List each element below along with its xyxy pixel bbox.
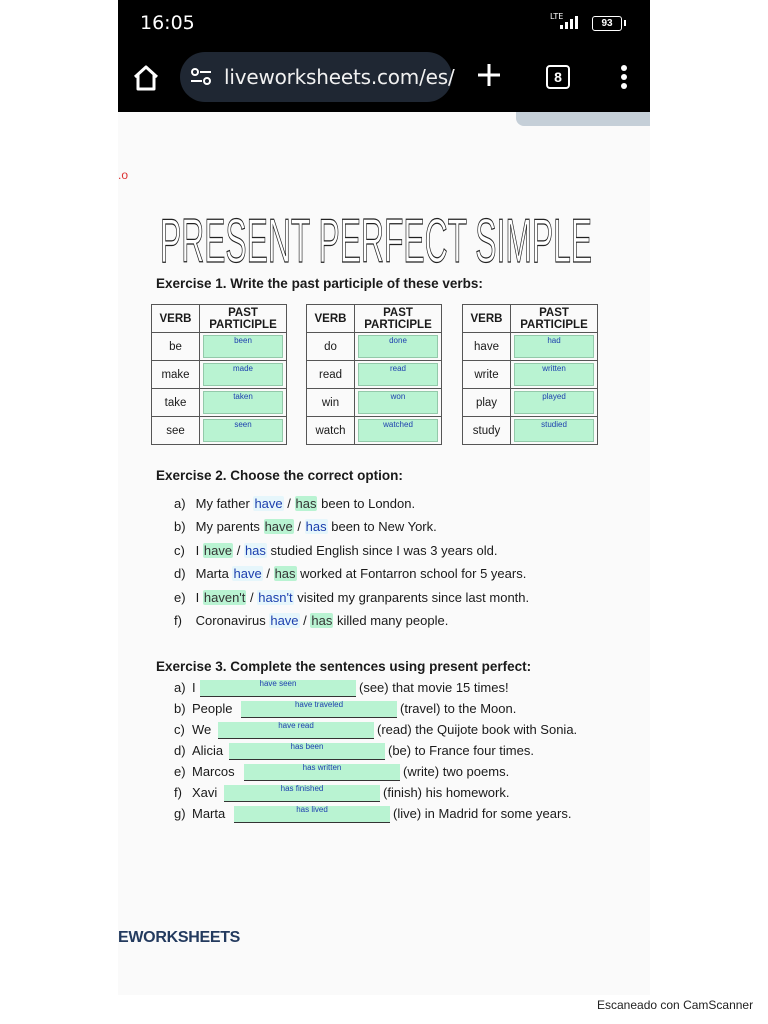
option-letter: c) — [174, 542, 185, 558]
option-before-text: My parents — [195, 519, 260, 535]
battery-icon: 93 — [592, 16, 622, 31]
answer-input[interactable]: have traveled — [241, 701, 397, 718]
sentence-letter: b) — [174, 701, 186, 716]
sentence-rest: (read) the Quijote book with Sonia. — [377, 722, 578, 737]
choice-option-1[interactable]: have — [264, 519, 293, 535]
choice-separator: / — [236, 542, 241, 558]
sentence-subject: Marta — [192, 806, 226, 821]
option-before-text: I — [195, 542, 200, 558]
option-after-text: killed many people. — [337, 612, 449, 628]
exercise3-sentences — [174, 680, 577, 827]
url-text: liveworksheets.com/es/ — [224, 65, 455, 89]
address-bar[interactable] — [180, 52, 455, 102]
worksheet-title — [156, 206, 596, 272]
table-row — [152, 389, 287, 417]
choice-option-2[interactable]: has — [311, 612, 333, 628]
past-participle-input[interactable]: been — [203, 335, 283, 358]
col-verb-header: VERB — [463, 305, 511, 333]
col-past-participle-header — [355, 305, 442, 333]
table-row — [152, 333, 287, 361]
option-after-text: worked at Fontarron school for 5 years. — [300, 566, 527, 582]
choice-option-2[interactable]: has — [274, 566, 296, 582]
table-row — [463, 417, 598, 445]
choice-separator: / — [297, 519, 302, 535]
verb-cell: win — [307, 389, 355, 417]
signal-icon: LTE — [550, 14, 586, 32]
verb-table-2 — [306, 304, 442, 445]
sentence-item — [174, 806, 577, 827]
option-letter: d) — [174, 566, 186, 582]
table-row — [307, 333, 442, 361]
sentence-subject: Marcos — [192, 764, 235, 779]
choice-separator: / — [303, 612, 307, 628]
answer-input[interactable]: has been — [229, 743, 385, 760]
choice-separator: / — [250, 589, 254, 605]
home-button[interactable] — [130, 62, 162, 94]
sentence-rest: (write) two poems. — [403, 764, 510, 779]
answer-input[interactable]: has written — [244, 764, 400, 781]
col-pp-line2: PARTICIPLE — [520, 318, 588, 331]
past-participle-input[interactable]: done — [358, 335, 438, 358]
col-pp-line2: PARTICIPLE — [364, 318, 432, 331]
option-after-text: been to New York. — [331, 519, 437, 535]
more-vert-icon — [614, 62, 634, 92]
verb-cell: make — [152, 361, 200, 389]
choice-option-1[interactable]: haven't — [203, 589, 246, 605]
table-row — [307, 389, 442, 417]
choice-option-2[interactable]: has — [295, 496, 317, 511]
page-nav-buttons[interactable] — [516, 112, 650, 126]
col-pp-line1: PAST — [383, 306, 413, 319]
verb-cell: be — [152, 333, 200, 361]
choice-option-1[interactable]: have — [270, 612, 299, 628]
option-before-text: I — [195, 589, 200, 605]
sentence-letter: c) — [174, 722, 185, 737]
past-participle-input[interactable]: watched — [358, 419, 438, 442]
scanner-watermark: Escaneado con CamScanner — [597, 998, 754, 1012]
verb-cell: have — [463, 333, 511, 361]
choice-option-1[interactable]: have — [233, 566, 262, 582]
status-time: 16:05 — [140, 12, 195, 34]
past-participle-input[interactable]: seen — [203, 419, 283, 442]
verb-cell: watch — [307, 417, 355, 445]
status-bar — [118, 0, 650, 48]
sentence-letter: a) — [174, 680, 186, 695]
liveworksheets-logo: EWORKSHEETS — [118, 929, 241, 946]
past-participle-input[interactable]: won — [358, 391, 438, 414]
verb-cell: play — [463, 389, 511, 417]
page-marker: .o — [118, 168, 129, 182]
col-pp-line1: PAST — [228, 306, 258, 319]
past-participle-input[interactable]: had — [514, 335, 594, 358]
site-settings-icon[interactable] — [190, 68, 212, 86]
exercise2-heading: Exercise 2. Choose the correct option: — [156, 468, 403, 483]
choice-separator: / — [266, 566, 270, 582]
svg-text:PRESENT PERFECT SIMPLE: PRESENT PERFECT SIMPLE — [160, 207, 592, 272]
past-participle-input[interactable]: studied — [514, 419, 594, 442]
verb-cell: do — [307, 333, 355, 361]
choice-option-2[interactable]: has — [305, 519, 327, 535]
table-row — [463, 333, 598, 361]
exercise2-options — [174, 494, 529, 634]
option-letter: e) — [174, 589, 186, 605]
sentence-subject: We — [192, 722, 212, 737]
choice-option-2[interactable]: hasn't — [258, 589, 293, 605]
sentence-item — [174, 764, 577, 785]
sentence-rest: (finish) his homework. — [383, 785, 510, 800]
option-before-text: Marta — [195, 566, 229, 582]
sentence-letter: g) — [174, 806, 186, 821]
option-before-text: My father — [195, 496, 250, 511]
option-item — [174, 588, 529, 611]
col-verb-header: VERB — [307, 305, 355, 333]
choice-option-1[interactable]: have — [254, 496, 283, 511]
option-letter: b) — [174, 519, 186, 535]
col-past-participle-header — [200, 305, 287, 333]
verb-table-1 — [151, 304, 287, 445]
verb-cell: study — [463, 417, 511, 445]
verb-cell: write — [463, 361, 511, 389]
table-row — [463, 389, 598, 417]
option-after-text: been to London. — [321, 496, 416, 511]
verb-cell: read — [307, 361, 355, 389]
sentence-letter: f) — [174, 785, 182, 800]
sentence-letter: e) — [174, 764, 186, 779]
table-row — [152, 417, 287, 445]
menu-button[interactable] — [614, 62, 634, 92]
table-row — [307, 417, 442, 445]
phone-screen — [118, 0, 650, 995]
sentence-letter: d) — [174, 743, 186, 758]
option-after-text: studied English since I was 3 years old. — [270, 542, 498, 558]
sentence-subject: Xavi — [192, 785, 218, 800]
past-participle-input[interactable]: read — [358, 363, 438, 386]
verb-table-3 — [462, 304, 598, 445]
col-past-participle-header — [511, 305, 598, 333]
sentence-subject: I — [192, 680, 196, 695]
choice-separator: / — [287, 496, 291, 511]
sentence-subject: People — [192, 701, 233, 716]
option-after-text: visited my granparents since last month. — [297, 589, 530, 605]
plus-icon — [474, 60, 504, 90]
col-pp-line1: PAST — [539, 306, 569, 319]
option-item — [174, 611, 529, 634]
table-row — [463, 361, 598, 389]
table-row — [307, 361, 442, 389]
sentence-rest: (travel) to the Moon. — [400, 701, 517, 716]
option-item — [174, 541, 529, 564]
sentence-rest: (be) to France four times. — [388, 743, 534, 758]
col-pp-line2: PARTICIPLE — [209, 318, 277, 331]
past-participle-input[interactable]: written — [514, 363, 594, 386]
col-verb-header: VERB — [152, 305, 200, 333]
tab-switcher-button[interactable]: 8 — [546, 65, 570, 89]
choice-option-2[interactable]: has — [244, 542, 266, 558]
sentence-subject: Alicia — [192, 743, 224, 758]
verb-cell: see — [152, 417, 200, 445]
browser-toolbar — [118, 48, 650, 112]
new-tab-button[interactable] — [474, 60, 504, 90]
option-item — [174, 494, 529, 517]
exercise3-heading: Exercise 3. Complete the sentences using present perfect: — [156, 659, 532, 674]
option-letter: a) — [174, 496, 186, 511]
home-icon — [130, 62, 162, 94]
option-item — [174, 564, 529, 587]
sentence-rest: (live) in Madrid for some years. — [393, 806, 572, 821]
answer-input[interactable]: have seen — [200, 680, 356, 697]
option-letter: f) — [174, 612, 182, 628]
table-row — [152, 361, 287, 389]
answer-input[interactable]: have read — [218, 722, 374, 739]
sentence-rest: (see) that movie 15 times! — [359, 680, 509, 695]
answer-input[interactable]: has finished — [224, 785, 380, 802]
choice-option-1[interactable]: have — [203, 542, 233, 558]
option-item — [174, 517, 529, 540]
past-participle-input[interactable]: made — [203, 363, 283, 386]
past-participle-input[interactable]: played — [514, 391, 594, 414]
exercise1-heading: Exercise 1. Write the past participle of these verbs: — [156, 276, 483, 291]
option-before-text: Coronavirus — [195, 612, 266, 628]
past-participle-input[interactable]: taken — [203, 391, 283, 414]
answer-input[interactable]: has lived — [234, 806, 390, 823]
verb-cell: take — [152, 389, 200, 417]
